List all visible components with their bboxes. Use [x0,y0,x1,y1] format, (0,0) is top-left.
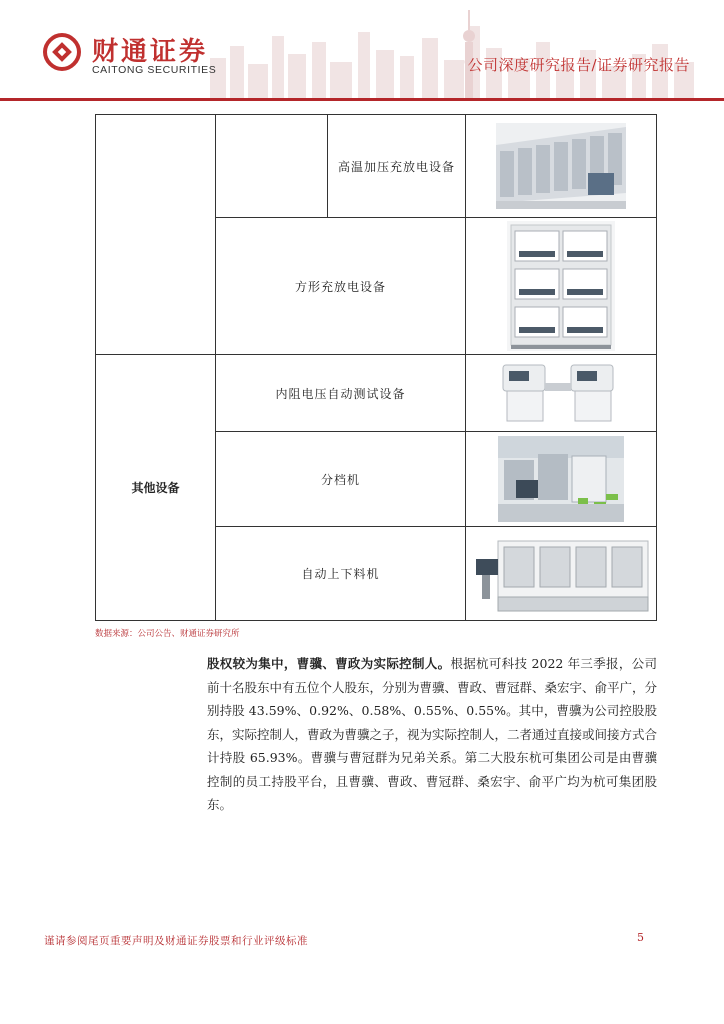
prismatic-charge-discharge-equipment-photo [507,221,615,351]
resistance-voltage-test-equipment-photo [495,359,627,427]
data-source-note: 数据来源：公司公告、财通证券研究所 [95,629,240,639]
brand-name-cn: 财通证券 [92,37,209,67]
auto-loading-unloading-machine-photo [468,531,654,617]
equipment-name-cell: 高温加压充放电设备 [328,115,466,218]
table-row [96,115,657,218]
brand-name-en: CAITONG SECURITIES [92,64,217,76]
blank-cell [216,115,328,218]
page-header [0,0,724,104]
category-cell: 其他设备 [96,355,216,621]
disclaimer-link[interactable]: 谨请参阅尾页重要声明及财通证券股票和行业评级标准 [44,935,308,947]
shareholding-paragraph [207,652,657,817]
grading-machine-photo [498,436,624,522]
equipment-name-cell: 分档机 [216,432,466,527]
equipment-photo-cell [466,432,657,527]
equipment-photo-cell [466,527,657,621]
table-row [96,355,657,432]
city-skyline-graphic [200,6,724,98]
high-temp-pressure-charge-discharge-equipment-photo [496,123,626,209]
header-divider [0,98,724,101]
equipment-name-cell: 自动上下料机 [216,527,466,621]
report-type-title: 公司深度研究报告/证券研究报告 [467,56,690,74]
equipment-photo-cell [466,355,657,432]
page-number: 5 [637,931,644,944]
equipment-photo-cell [466,115,657,218]
equipment-table [95,114,657,621]
category-cell-empty [96,115,216,355]
equipment-name-cell: 方形充放电设备 [216,218,466,355]
equipment-photo-cell [466,218,657,355]
equipment-name-cell: 内阻电压自动测试设备 [216,355,466,432]
paragraph-body: 根据杭可科技 2022 年三季报，公司前十名股东中有五位个人股东，分别为曹骥、曹政、曹冠群、桑宏宇、俞平广，分别持股 43.59%、0.92%、0.58%、0.55%、0.55%。其中，曹骥为公司控股股东，实际控制人，曹政为曹骥之子，视为实际控制人，二者通过直接或间接方式合计持股 65.93%。曹骥与曹冠群为兄弟关系。第二大股东杭可集团公司是由曹骥控制的员工持股平台，且曹骥、曹政、曹冠群、桑宏宇、俞平广均为杭可集团股东。 [207,656,658,812]
caitong-logo-icon [42,32,82,72]
paragraph-lead: 股权较为集中，曹骥、曹政为实际控制人。 [207,656,451,671]
